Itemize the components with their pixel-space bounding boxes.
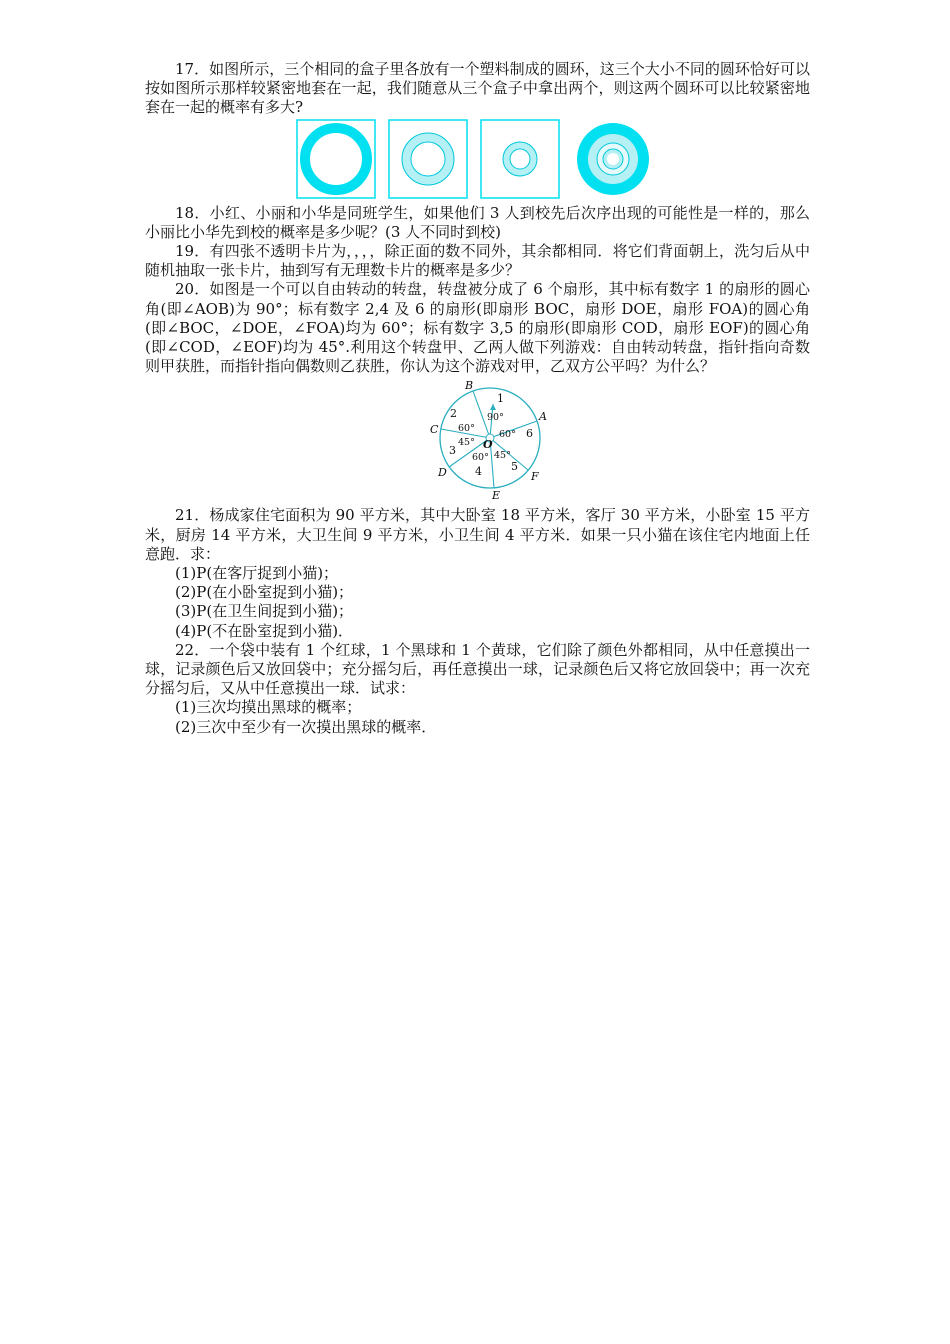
question-21-item-4: (4)P(不在卧室捉到小猫)． xyxy=(175,621,354,640)
question-20: 20．如图是一个可以自由转动的转盘，转盘被分成了 6 个扇形，其中标有数字 1 的扇形的圆心角(即∠AOB)为 90°；标有数字 2,4 及 6 的扇形(即扇形 BOC，扇形 DOE，扇形 FOA)的圆心角(即∠BOC，∠DOE，∠FOA)均为 60°；标有数字 3,5 的扇形(即扇形 COD，扇形 EOF)的圆心角(即∠COD，∠EOF)均为 45°.利用这个转盘甲、乙两人做下列游戏：自由转动转盘，指针指向奇数则甲获胜，而指针指向偶数则乙获胜，你认为这个游戏对甲，乙双方公平吗？为什么？ xyxy=(145,280,810,376)
angle-boc: 60° xyxy=(458,423,475,435)
worksheet xyxy=(145,60,810,737)
sector-number-3: 3 xyxy=(449,444,456,458)
question-21-item-2: (2)P(在小卧室捉到小猫)； xyxy=(175,583,354,602)
question-19: 19．有四张不透明卡片为，，，，除正面的数不同外，其余都相同．将它们背面朝上，洗匀后从中随机抽取一张卡片，抽到写有无理数卡片的概率是多少？ xyxy=(145,242,810,280)
point-d: D xyxy=(438,466,447,480)
spinner-figure xyxy=(145,380,810,500)
question-22: 22．一个袋中装有 1 个红球，1 个黑球和 1 个黄球，它们除了颜色外都相同，从中任意摸出一球，记录颜色后又放回袋中；充分摇匀后，再任意摸出一球，记录颜色后又将它放回袋中；再一次充分摇匀后，又从中任意摸出一球．试求： xyxy=(145,640,810,698)
sector-number-4: 4 xyxy=(475,465,482,479)
angle-doe: 60° xyxy=(472,452,489,464)
point-f: F xyxy=(531,470,539,484)
question-22-item-1: (1)三次均摸出黑球的概率； xyxy=(175,698,362,717)
point-b: B xyxy=(465,380,474,393)
question-21: 21．杨成家住宅面积为 90 平方米，其中大卧室 18 平方米，客厅 30 平方米，小卧室 15 平方米，厨房 14 平方米，大卫生间 9 平方米，小卫生间 4 平方米．如果一只小猫在该住宅内地面上任意跑．求： xyxy=(145,506,810,563)
point-c: C xyxy=(430,423,439,437)
rings-figure xyxy=(145,118,810,202)
point-o: O xyxy=(483,438,493,452)
question-17: 17．如图所示，三个相同的盒子里各放有一个塑料制成的圆环，这三个大小不同的圆环恰好可以按如图所示那样较紧密地套在一起，我们随意从三个盒子中拿出两个，则这两个圆环可以比较紧密地套在一起的概率有多大? xyxy=(145,60,810,117)
question-22-item-2: (2)三次中至少有一次摸出黑球的概率． xyxy=(175,717,437,736)
sector-number-2: 2 xyxy=(450,407,457,421)
angle-eof: 45° xyxy=(494,450,511,462)
sector-number-5: 5 xyxy=(511,460,518,474)
angle-foa: 60° xyxy=(499,429,516,441)
point-e: E xyxy=(492,489,501,501)
question-18: 18．小红、小丽和小华是同班学生，如果他们 3 人到校先后次序出现的可能性是一样的，那么小丽比小华先到校的概率是多少呢？(3 人不同时到校) xyxy=(145,203,810,241)
ring-large xyxy=(305,128,367,190)
angle-cod: 45° xyxy=(458,437,475,449)
sector-number-6: 6 xyxy=(526,427,533,441)
question-21-item-3: (3)P(在卫生间捉到小猫)； xyxy=(175,602,354,621)
question-21-item-1: (1)P(在客厅捉到小猫)； xyxy=(175,564,339,583)
angle-aob: 90° xyxy=(487,412,504,424)
point-a: A xyxy=(539,410,547,424)
sector-number-1: 1 xyxy=(497,392,504,406)
